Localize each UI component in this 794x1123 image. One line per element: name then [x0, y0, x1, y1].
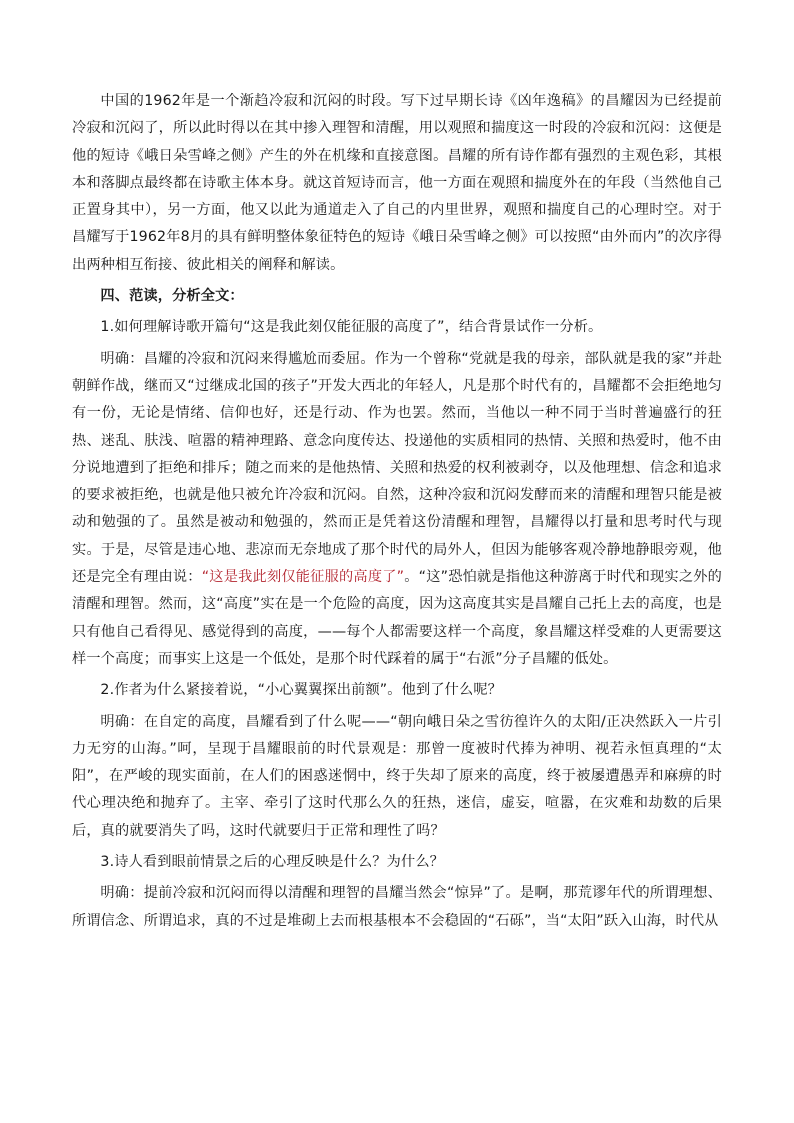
question-2: 2.作者为什么紧接着说，“小心翼翼探出前额”。他到了什么呢？: [100, 682, 503, 699]
intro-paragraph: 中国的1962年是一个渐趋冷寂和沉闷的时段。写下过早期长诗《凶年逸稿》的昌耀因为已经提前冷寂和沉闷了，所以此时得以在其中掺入理智和清醒，用以观照和揣度这一时段的冷寂和沉闷：这便是他的短诗《峨日朵雪峰之侧》产生的外在机缘和直接意图。昌耀的所有诗作都有强烈的主观色彩，其根本和落脚点最终都在诗歌主体本身。就这首短诗而言，他一方面在观照和揣度外在的年段（当然他自己正置身其中），另一方面，他又以此为通道走入了自己的内里世界，观照和揣度自己的心理时空。对于昌耀写于1962年8月的具有鲜明整体象征特色的短诗《峨日朵雪峰之侧》可以按照“由外而内”的次序得出两种相互衔接、彼此相关的阐释和解读。: [72, 93, 722, 273]
answer-1: [72, 346, 722, 674]
answer-1-text-cont: 。“这”恐怕就是指他这种游离于时代和现实之外的清醒和理智。然而，这“高度”实在是一个危险的高度，因为这高度其实是昌耀自己托上去的高度，也是只有他自己看得见、感觉得到的高度，——每个人都需要这样一个高度，象昌耀这样受难的人更需要这样一个高度；而事实上这是一个低处，是那个时代踩着的属于“右派”分子昌耀的低处。: [72, 569, 722, 667]
answer-1-quote: “这是我此刻仅能征服的高度了”: [201, 569, 405, 586]
question-3: 3.诗人看到眼前情景之后的心理反映是什么？为什么？: [100, 854, 444, 871]
answer-2: 明确：在自定的高度，昌耀看到了什么呢——“朝向峨日朵之雪彷徨许久的太阳/正决然跃入一片引力无穷的山海。”呵，呈现于昌耀眼前的时代景观是：那曾一度被时代捧为神明、视若永恒真理的“太阳”，在严峻的现实面前，在人们的困惑迷惘中，终于失却了原来的高度，终于被屡遭愚弄和麻痹的时代心理决绝和抛弃了。主宰、牵引了这时代那么久的狂热，迷信，虚妄，喧嚣，在灾难和劫数的后果后，真的就要消失了吗，这时代就要归于正常和理性了吗？: [72, 713, 722, 839]
answer-1-text: 明确：昌耀的冷寂和沉闷来得尴尬而委屈。作为一个曾称“党就是我的母亲，部队就是我的家”并赴朝鲜作战，继而又“过继成北国的孩子”开发大西北的年轻人，凡是那个时代有的，昌耀都不会拒绝地匀有一份，无论是情绪、信仰也好，还是行动、作为也罢。然而，当他以一种不同于当时普遍盛行的狂热、迷乱、肤浅、喧嚣的精神理路、意念向度传达、投递他的实质相同的热情、关照和热爱时，他不由分说地遭到了拒绝和排斥；随之而来的是他热情、关照和热爱的权利被剥夺，以及他理想、信念和追求的要求被拒绝，也就是他只被允许冷寂和沉闷。自然，这种冷寂和沉闷发酵而来的清醒和理智只能是被动和勉强的了。虽然是被动和勉强的，然而正是凭着这份清醒和理智，昌耀得以打量和思考时代与现实。于是，尽管是违心地、悲凉而无奈地成了那个时代的局外人，但因为能够客观冷静地静眼旁观，他还是完全有理由说：: [72, 350, 722, 586]
document-page: [72, 88, 722, 939]
question-1: 1.如何理解诗歌开篇句“这是我此刻仅能征服的高度了”，结合背景试作一分析。: [100, 319, 603, 336]
section-heading: 四、范读，分析全文：: [100, 288, 244, 305]
answer-3: 明确：提前冷寂和沉闷而得以清醒和理智的昌耀当然会“惊异”了。是啊，那荒谬年代的所谓理想、所谓信念、所谓追求，真的不过是堆砌上去而根基根本不会稳固的“石砾”，当“太阳”跃入山海，时代从: [72, 885, 722, 929]
